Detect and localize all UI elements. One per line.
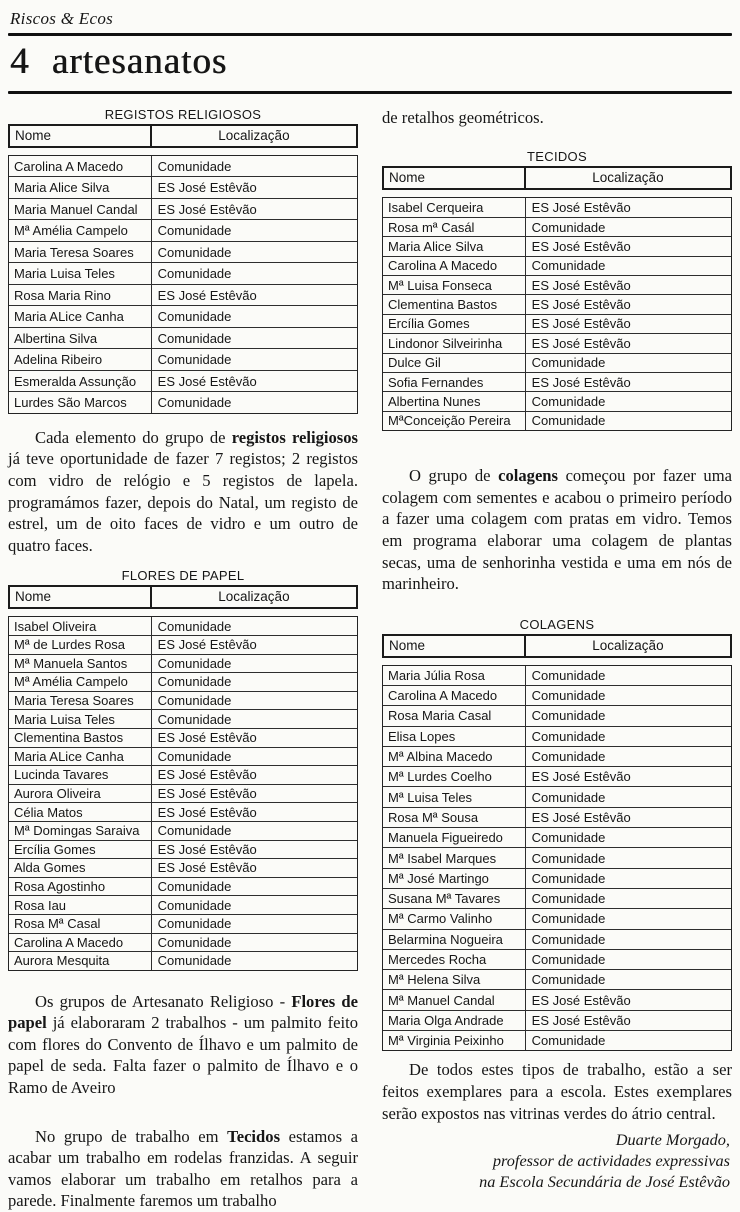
cell-localizacao: Comunidade [531, 667, 606, 683]
cell-localizacao: ES José Estêvão [531, 374, 631, 390]
cell-name: Alda Gomes [9, 859, 152, 877]
cell-localizacao: ES José Estêvão [531, 316, 631, 332]
left-column [8, 107, 358, 1212]
table-row [383, 315, 731, 334]
cell-localizacao: Comunidade [531, 413, 606, 429]
cell-name: Sofia Fernandes [383, 373, 526, 391]
text-run: O grupo de [409, 466, 499, 486]
cell-name: Mª Carmo Valinho [383, 909, 526, 928]
table-row [383, 869, 731, 889]
cell-localizacao: Comunidade [531, 911, 606, 927]
cell-name: Lurdes São Marcos [9, 392, 152, 413]
cell-name: Célia Matos [9, 803, 152, 821]
cell-name: Mª José Martingo [383, 869, 526, 888]
table-row [9, 636, 357, 655]
table-row [9, 220, 357, 242]
table-row [383, 198, 731, 217]
cell-localizacao: Comunidade [531, 891, 606, 907]
table-row [9, 285, 357, 307]
cell-localizacao: ES José Estêvão [531, 277, 631, 293]
content-columns [8, 107, 732, 1212]
cell-name: Adelina Ribeiro [9, 349, 152, 370]
cell-name: Mª Amélia Campelo [9, 673, 152, 691]
signature-school: na Escola Secundária de José Estêvão [479, 1172, 730, 1192]
text-run: já elaboraram 2 trabalhos - um palmito feito com flores do Convento de Ílhavo e um palmito de papel de seda. Falta fazer o palmito de Ílhavo e o Ramo de Aveiro [8, 1013, 358, 1098]
table-colagens [382, 617, 732, 1052]
cell-localizacao: Comunidade [531, 931, 606, 947]
table-row [9, 617, 357, 636]
cell-name: Carolina A Macedo [383, 257, 526, 275]
table-row [383, 237, 731, 256]
cell-name: Carolina A Macedo [9, 934, 152, 952]
cell-name: Maria ALice Canha [9, 748, 152, 766]
cell-name: Rosa Maria Rino [9, 285, 152, 306]
cell-localizacao: Comunidade [157, 748, 232, 764]
cell-localizacao: Comunidade [157, 223, 232, 239]
cell-name: Carolina A Macedo [9, 156, 152, 177]
cell-name: Mª Lurdes Coelho [383, 767, 526, 786]
cell-localizacao: Comunidade [157, 158, 232, 174]
table-header [8, 124, 358, 148]
table-body [8, 616, 358, 970]
table-registos-religiosos [8, 107, 358, 414]
table-row [383, 787, 731, 807]
table-row [383, 334, 731, 353]
cell-localizacao: ES José Estêvão [157, 287, 257, 303]
table-row [9, 710, 357, 729]
cell-name: Mª Isabel Marques [383, 848, 526, 867]
table-row [383, 257, 731, 276]
cell-localizacao: Comunidade [157, 953, 232, 969]
table-row [383, 828, 731, 848]
column-header-localizacao: Localização [218, 127, 290, 143]
cell-localizacao: ES José Estêvão [531, 238, 631, 254]
column-header-localizacao: Localização [218, 589, 290, 605]
cell-localizacao: ES José Estêvão [157, 841, 257, 857]
table-body [382, 197, 732, 431]
cell-name: Mª de Lurdes Rosa [9, 636, 152, 654]
table-row [9, 748, 357, 767]
bold-text-run: colagens [498, 466, 558, 486]
cell-name: Mª Manuela Santos [9, 655, 152, 673]
headline-rule [8, 91, 732, 94]
bold-text-run: Tecidos [227, 1126, 281, 1146]
cell-localizacao: ES José Estêvão [157, 767, 257, 783]
table-row [383, 218, 731, 237]
table-body [8, 155, 358, 414]
table-header [8, 585, 358, 609]
cell-localizacao: ES José Estêvão [531, 297, 631, 313]
table-row [383, 666, 731, 686]
table-row [383, 1011, 731, 1031]
cell-name: Maria ALice Canha [9, 306, 152, 327]
column-header-nome: Nome [10, 587, 152, 607]
cell-name: Esmeralda Assunção [9, 371, 152, 392]
table-header [382, 634, 732, 658]
table-row [383, 706, 731, 726]
table-row [9, 934, 357, 953]
table-row [9, 692, 357, 711]
cell-name: Mª Virginia Peixinho [383, 1031, 526, 1050]
table-row [383, 727, 731, 747]
table-row [383, 392, 731, 411]
cell-name: Dulce Gil [383, 354, 526, 372]
table-row [9, 349, 357, 371]
cell-name: Mª Helena Silva [383, 970, 526, 989]
cell-name: Isabel Cerqueira [383, 198, 526, 216]
cell-name: Mª Luisa Teles [383, 787, 526, 806]
table-row [9, 156, 357, 178]
cell-name: Susana Mª Tavares [383, 889, 526, 908]
cell-localizacao: Comunidade [157, 823, 232, 839]
table-row [9, 803, 357, 822]
table-row [9, 199, 357, 221]
table-row [9, 673, 357, 692]
cell-localizacao: Comunidade [157, 879, 232, 895]
table-row [9, 785, 357, 804]
table-row [9, 878, 357, 897]
cell-name: Mª Manuel Candal [383, 990, 526, 1009]
cell-localizacao: Comunidade [157, 711, 232, 727]
cell-name: Mercedes Rocha [383, 950, 526, 969]
cell-localizacao: Comunidade [531, 789, 606, 805]
cell-name: Maria Manuel Candal [9, 199, 152, 220]
cell-name: Elisa Lopes [383, 727, 526, 746]
cell-localizacao: ES José Estêvão [157, 804, 257, 820]
cell-localizacao: Comunidade [157, 618, 232, 634]
table-row [383, 276, 731, 295]
cell-name: Maria Alice Silva [9, 177, 152, 198]
table-flores-de-papel [8, 568, 358, 970]
cell-name: Mª Albina Macedo [383, 747, 526, 766]
cell-name: Maria Teresa Soares [9, 242, 152, 263]
cell-localizacao: ES José Estêvão [531, 992, 631, 1008]
cell-name: Rosa Mª Casal [9, 915, 152, 933]
cell-name: Rosa Maria Casal [383, 706, 526, 725]
cell-localizacao: Comunidade [531, 688, 606, 704]
table-row [9, 952, 357, 970]
cell-localizacao: Comunidade [157, 330, 232, 346]
table-row [383, 412, 731, 430]
cell-localizacao: Comunidade [157, 897, 232, 913]
cell-localizacao: Comunidade [157, 693, 232, 709]
cell-localizacao: Comunidade [531, 749, 606, 765]
cell-localizacao: Comunidade [157, 674, 232, 690]
cell-name: Lucinda Tavares [9, 766, 152, 784]
table-row [9, 896, 357, 915]
text-run: começou por fazer uma colagem com sementes e acabou o primeiro período a fazer uma colagem com pratas em vidro. Temos em programa elaborar uma colagem de plantas secas, uma de senhorinha vestida e uma em nós de marinheiro. [382, 466, 733, 594]
cell-localizacao: ES José Estêvão [157, 860, 257, 876]
cell-localizacao: ES José Estêvão [531, 809, 631, 825]
cell-name: Maria Júlia Rosa [383, 666, 526, 685]
table-row [9, 859, 357, 878]
cell-name: Aurora Mesquita [9, 952, 152, 970]
table-row [9, 242, 357, 264]
cell-name: Clementina Bastos [383, 295, 526, 313]
cell-name: Mª Amélia Campelo [9, 220, 152, 241]
cell-name: MªConceição Pereira [383, 412, 526, 430]
cell-name: Maria Teresa Soares [9, 692, 152, 710]
table-row [383, 930, 731, 950]
column-header-nome: Nome [384, 636, 526, 656]
paragraph-continuation [382, 107, 732, 129]
column-header-nome: Nome [384, 168, 526, 188]
cell-localizacao: Comunidade [531, 219, 606, 235]
table-body [382, 665, 732, 1052]
cell-name: Belarmina Nogueira [383, 930, 526, 949]
cell-localizacao: ES José Estêvão [157, 730, 257, 746]
cell-name: Rosa mª Casál [383, 218, 526, 236]
cell-localizacao: Comunidade [531, 972, 606, 988]
cell-name: Rosa Mª Sousa [383, 808, 526, 827]
paragraph-tecidos [8, 1126, 358, 1212]
table-row [383, 295, 731, 314]
text-run: No grupo de trabalho em [35, 1126, 228, 1146]
table-title: FLORES DE PAPEL [121, 568, 245, 584]
bold-text-run: registos religiosos [231, 427, 359, 447]
text-run: de retalhos geométricos. [382, 107, 544, 127]
table-row [9, 328, 357, 350]
text-run: Os grupos de Artesanato Religioso - [35, 991, 292, 1011]
table-row [383, 950, 731, 970]
cell-localizacao: ES José Estêvão [157, 786, 257, 802]
table-row [9, 915, 357, 934]
cell-name: Aurora Oliveira [9, 785, 152, 803]
cell-name: Mª Domingas Saraiva [9, 822, 152, 840]
cell-name: Maria Luisa Teles [9, 710, 152, 728]
table-row [9, 371, 357, 393]
cell-localizacao: ES José Estêvão [531, 335, 631, 351]
text-run: De todos estes tipos de trabalho, estão a ser feitos exemplares para a escola. Estes exemplares serão expostos nas vitrinas verdes do átrio central. [382, 1060, 732, 1123]
cell-localizacao: Comunidade [531, 708, 606, 724]
cell-localizacao: Comunidade [531, 1033, 606, 1049]
table-title: COLAGENS [519, 616, 595, 632]
cell-localizacao: Comunidade [531, 870, 606, 886]
table-title: REGISTOS RELIGIOSOS [104, 106, 262, 122]
table-header [382, 166, 732, 190]
cell-localizacao: Comunidade [157, 395, 232, 411]
table-row [9, 655, 357, 674]
cell-name: Rosa Agostinho [9, 878, 152, 896]
paragraph-registos [8, 427, 358, 557]
cell-localizacao: ES José Estêvão [157, 637, 257, 653]
signature-role: professor de actividades expressivas [492, 1151, 730, 1171]
bold-text-run: Flores de papel [8, 991, 358, 1033]
table-row [383, 373, 731, 392]
cell-localizacao: ES José Estêvão [157, 180, 257, 196]
right-column [382, 107, 732, 1212]
paragraph-final [382, 1059, 732, 1124]
cell-localizacao: Comunidade [531, 355, 606, 371]
cell-localizacao: ES José Estêvão [157, 201, 257, 217]
table-row [383, 848, 731, 868]
cell-name: Albertina Nunes [383, 392, 526, 410]
cell-name: Lindonor Silveirinha [383, 334, 526, 352]
table-row [383, 354, 731, 373]
cell-localizacao: ES José Estêvão [531, 1012, 631, 1028]
paragraph-flores [8, 991, 358, 1099]
cell-localizacao: Comunidade [157, 934, 232, 950]
table-row [383, 889, 731, 909]
signature-block [382, 1129, 732, 1192]
cell-name: Maria Olga Andrade [383, 1011, 526, 1030]
table-tecidos [382, 149, 732, 431]
paragraph-colagens [382, 465, 732, 595]
cell-localizacao: ES José Estêvão [531, 200, 631, 216]
cell-localizacao: Comunidade [157, 655, 232, 671]
cell-localizacao: Comunidade [531, 850, 606, 866]
table-row [383, 1031, 731, 1050]
cell-localizacao: ES José Estêvão [157, 373, 257, 389]
cell-name: Maria Alice Silva [383, 237, 526, 255]
table-row [383, 808, 731, 828]
table-row [9, 841, 357, 860]
masthead-title: Riscos & Ecos [10, 9, 114, 28]
cell-name: Maria Luisa Teles [9, 263, 152, 284]
cell-localizacao: Comunidade [157, 244, 232, 260]
cell-name: Ercília Gomes [9, 841, 152, 859]
cell-name: Rosa Iau [9, 896, 152, 914]
table-row [9, 306, 357, 328]
cell-name: Isabel Oliveira [9, 617, 152, 635]
signature-name: Duarte Morgado, [615, 1130, 730, 1150]
cell-localizacao: Comunidade [531, 394, 606, 410]
headline: 4 artesanatos [10, 41, 228, 82]
cell-localizacao: Comunidade [531, 728, 606, 744]
table-row [383, 970, 731, 990]
column-header-localizacao: Localização [592, 637, 664, 653]
table-row [383, 747, 731, 767]
text-run: Cada elemento do grupo de [35, 427, 232, 447]
table-row [9, 263, 357, 285]
cell-localizacao: Comunidade [157, 266, 232, 282]
cell-name: Clementina Bastos [9, 729, 152, 747]
table-row [383, 767, 731, 787]
table-row [383, 990, 731, 1010]
cell-localizacao: Comunidade [531, 951, 606, 967]
text-run: já teve oportunidade de fazer 7 registos; 2 registos com vidro de relógio e 5 registos de lapela. programámos fazer, depois do Natal, um registo de estrel, um de oito faces de vidro e um outro de quatro faces. [8, 449, 358, 555]
table-row [9, 729, 357, 748]
text-run: estamos a acabar um trabalho em rodelas franzidas. A seguir vamos elaborar um trabalho em retalhos para a parede. Finalmente faremos um trabalho [8, 1126, 358, 1211]
table-title: TECIDOS [527, 149, 587, 165]
column-header-localizacao: Localização [592, 170, 664, 186]
cell-name: Carolina A Macedo [383, 686, 526, 705]
table-row [383, 909, 731, 929]
cell-name: Albertina Silva [9, 328, 152, 349]
cell-localizacao: Comunidade [531, 830, 606, 846]
table-row [9, 177, 357, 199]
cell-localizacao: Comunidade [531, 258, 606, 274]
table-row [9, 392, 357, 413]
cell-localizacao: Comunidade [157, 352, 232, 368]
cell-name: Ercília Gomes [383, 315, 526, 333]
column-header-nome: Nome [10, 126, 152, 146]
cell-name: Mª Luisa Fonseca [383, 276, 526, 294]
table-row [9, 766, 357, 785]
table-row [383, 686, 731, 706]
table-row [9, 822, 357, 841]
cell-name: Manuela Figueiredo [383, 828, 526, 847]
cell-localizacao: Comunidade [157, 309, 232, 325]
cell-localizacao: Comunidade [157, 916, 232, 932]
cell-localizacao: ES José Estêvão [531, 769, 631, 785]
